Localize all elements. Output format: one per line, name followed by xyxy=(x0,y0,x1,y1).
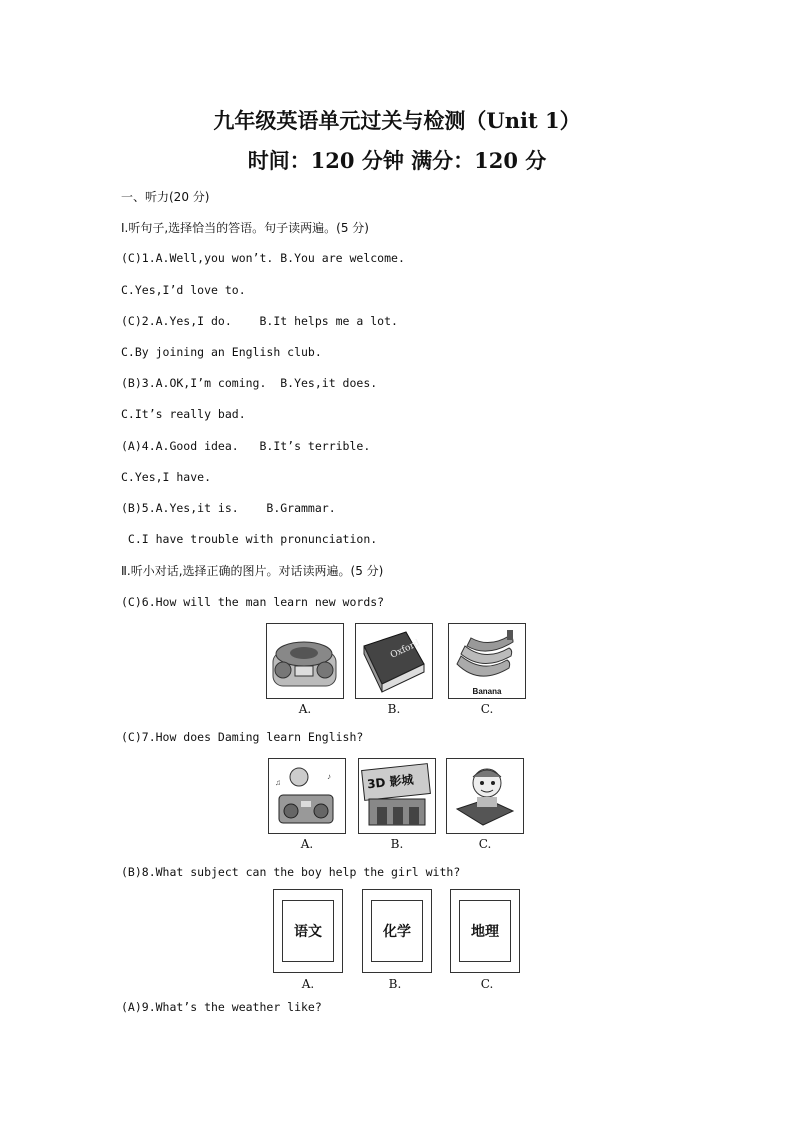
question-line: (C)1.A.Well,you won’t. B.You are welcome. xyxy=(121,251,405,265)
question-line: C.Yes,I’d love to. xyxy=(121,283,246,297)
question-7: (C)7.How does Daming learn English? xyxy=(121,730,364,744)
question-line: (A)4.A.Good idea. B.It’s terrible. xyxy=(121,439,371,453)
option-label-c: C. xyxy=(480,702,494,716)
cd-player-image xyxy=(266,623,344,699)
cinema-image xyxy=(358,758,436,834)
question-line: C.I have trouble with pronunciation. xyxy=(121,532,378,546)
section-heading: 一、听力(20 分) xyxy=(121,190,210,204)
question-line: C.By joining an English club. xyxy=(121,345,322,359)
question-line: C.It’s really bad. xyxy=(121,407,246,421)
option-label-b: B. xyxy=(387,702,401,716)
banana-image xyxy=(448,623,526,699)
page-subtitle: 时间：120 分钟 满分：120 分 xyxy=(247,148,547,173)
question-6: (C)6.How will the man learn new words? xyxy=(121,595,385,609)
chinese-book-image xyxy=(273,889,343,973)
option-label-c: C. xyxy=(478,837,492,851)
page-title: 九年级英语单元过关与检测（Unit 1） xyxy=(213,108,581,133)
svg-text:Oxford: Oxford xyxy=(389,638,422,661)
cinema-sign: 3D 影城 xyxy=(366,772,415,792)
option-label-c: C. xyxy=(480,977,494,991)
subject-geography: 地理 xyxy=(459,900,511,962)
question-9: (A)9.What’s the weather like? xyxy=(121,1000,322,1014)
option-label-a: A. xyxy=(298,702,312,716)
svg-text:♪: ♪ xyxy=(327,772,331,781)
subject-chemistry: 化学 xyxy=(371,900,423,962)
question-8: (B)8.What subject can the boy help the girl with? xyxy=(121,865,461,879)
banana-caption: Banana xyxy=(472,687,502,696)
option-label-b: B. xyxy=(388,977,402,991)
svg-text:♫: ♫ xyxy=(275,778,281,787)
question-line: C.Yes,I have. xyxy=(121,470,212,484)
reading-boy-image xyxy=(446,758,524,834)
question-line: (C)2.A.Yes,I do. B.It helps me a lot. xyxy=(121,314,398,328)
question-line: (B)5.A.Yes,it is. B.Grammar. xyxy=(121,501,336,515)
option-label-b: B. xyxy=(390,837,404,851)
chemistry-book-image xyxy=(362,889,432,973)
radio-kid-image xyxy=(268,758,346,834)
subject-chinese: 语文 xyxy=(282,900,334,962)
part2-heading: Ⅱ.听小对话,选择正确的图片。对话读两遍。(5 分) xyxy=(121,564,384,578)
part1-heading: Ⅰ.听句子,选择恰当的答语。句子读两遍。(5 分) xyxy=(121,221,369,235)
geography-book-image xyxy=(450,889,520,973)
option-label-a: A. xyxy=(301,977,315,991)
dictionary-image xyxy=(355,623,433,699)
question-line: (B)3.A.OK,I’m coming. B.Yes,it does. xyxy=(121,376,378,390)
option-label-a: A. xyxy=(300,837,314,851)
